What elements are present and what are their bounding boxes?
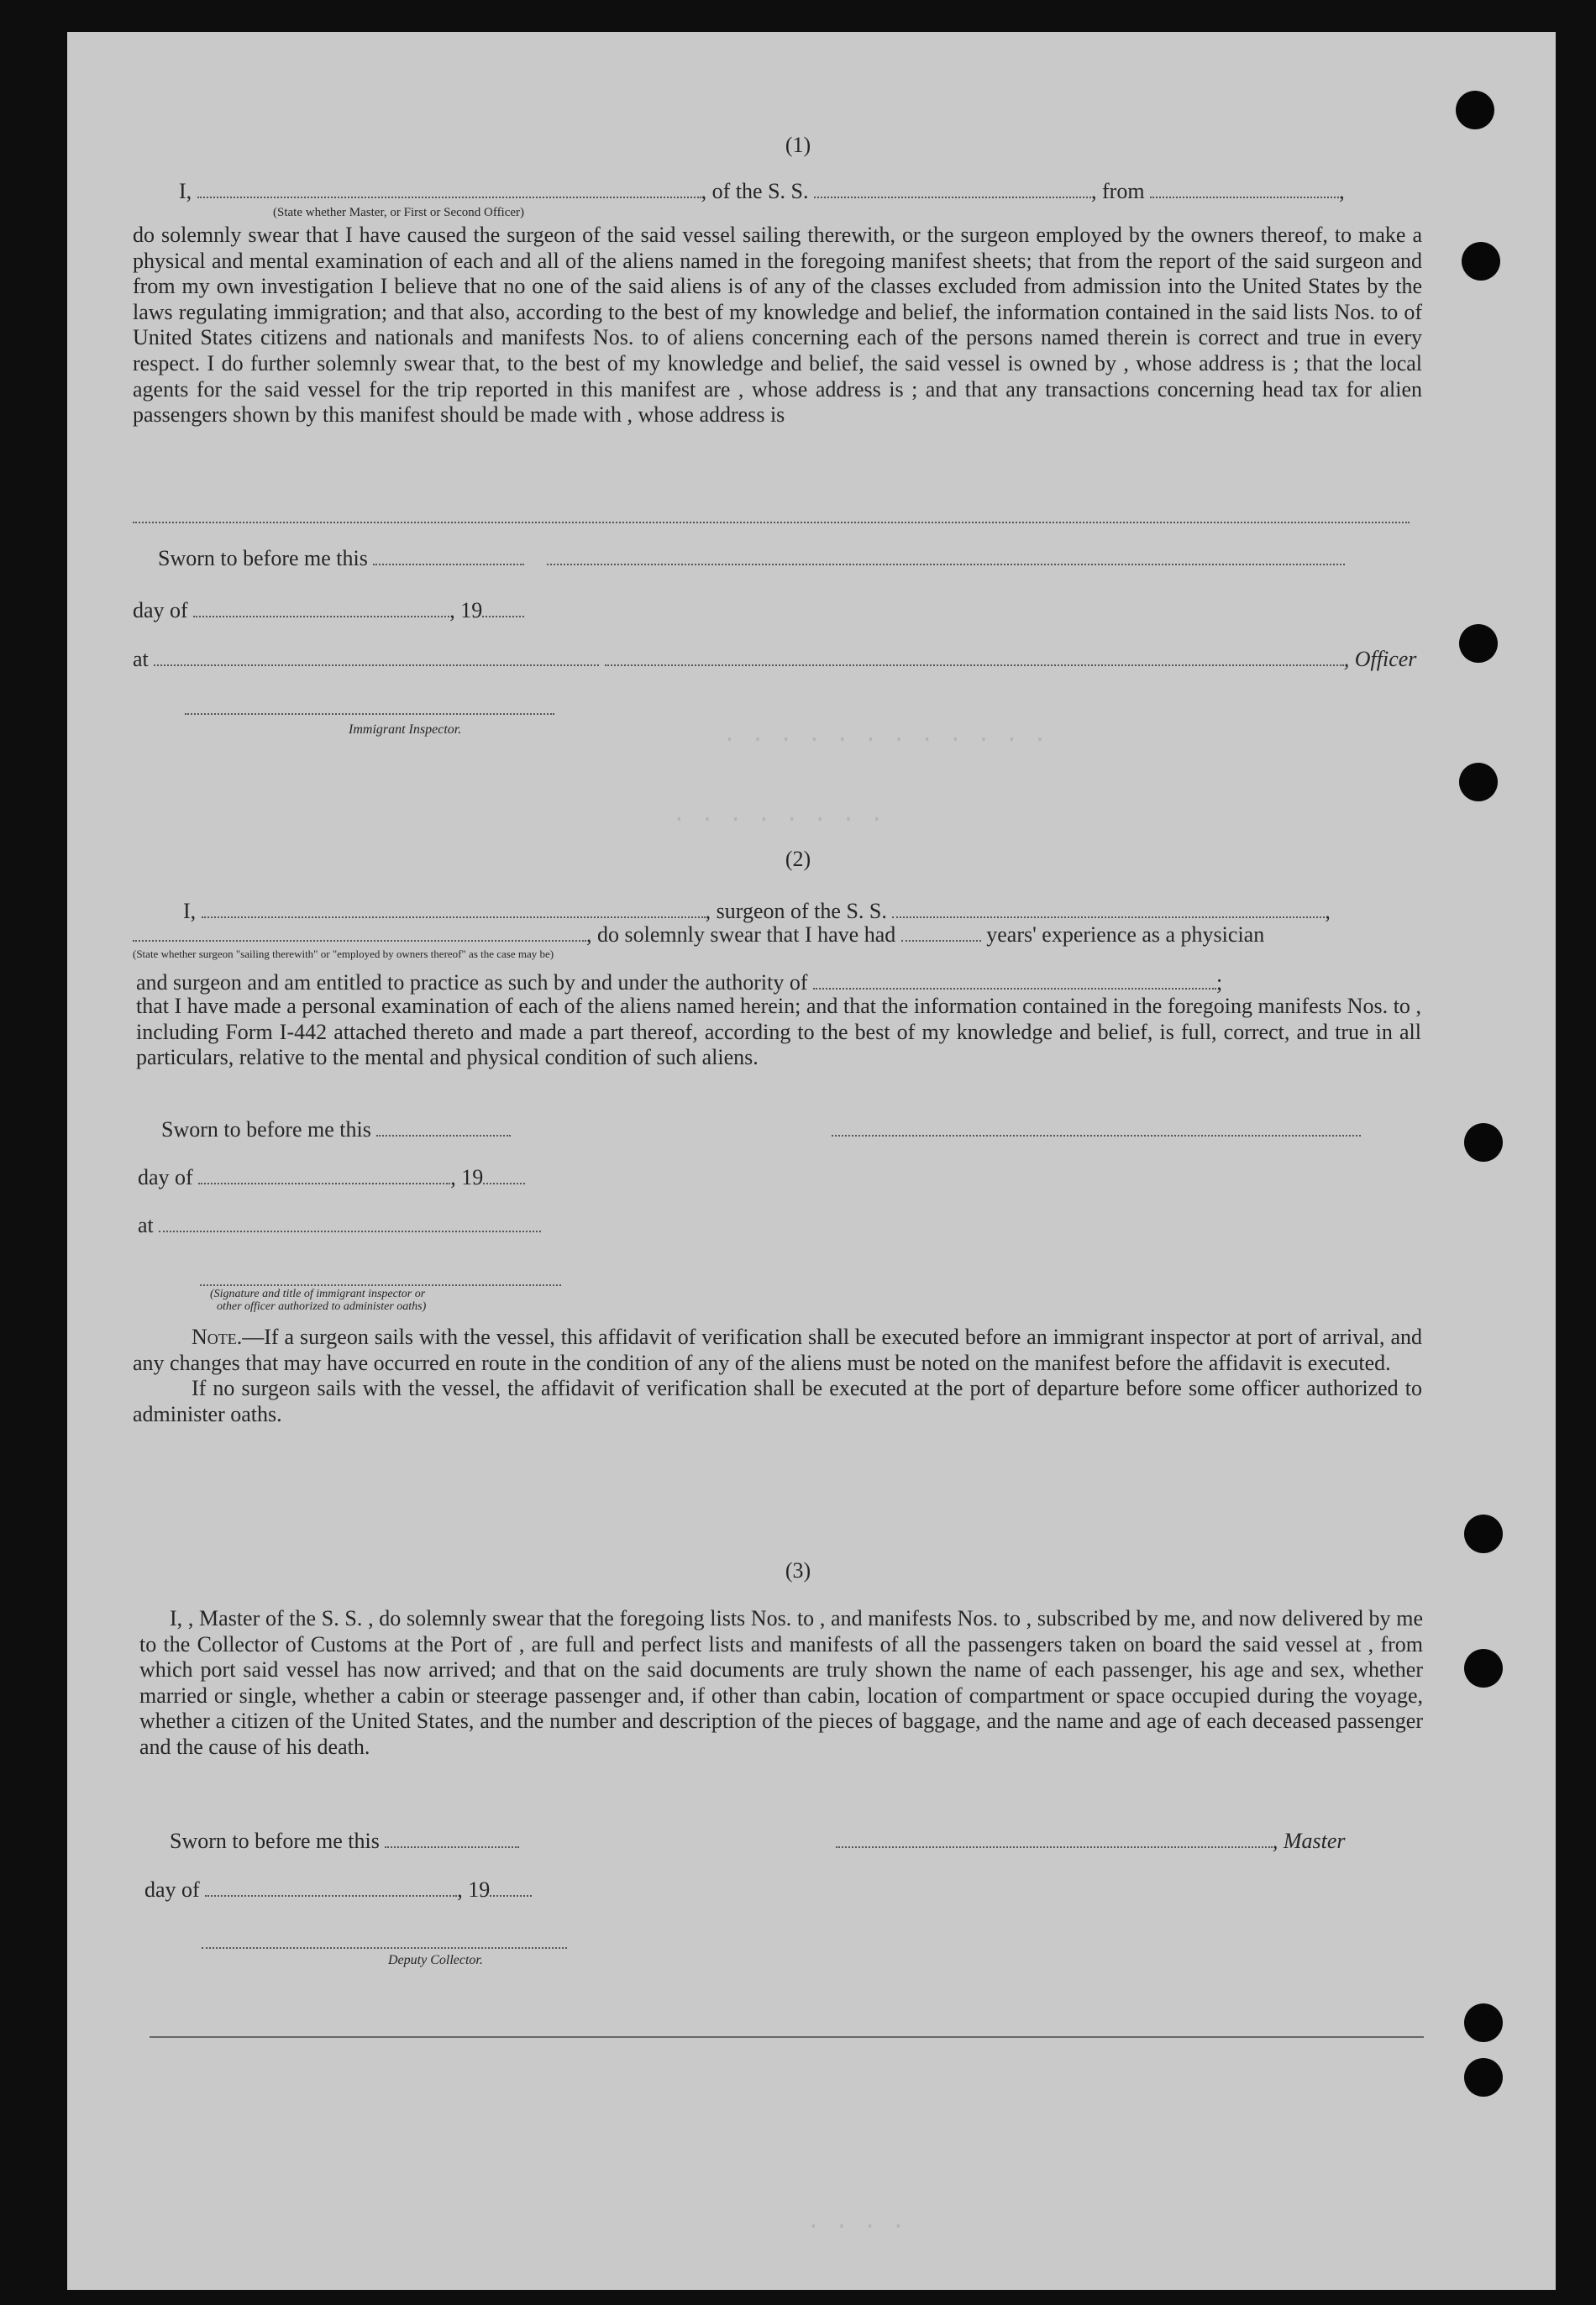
experience-label: years' experience as a physician: [986, 922, 1265, 947]
collector-signature-line[interactable]: [202, 1930, 567, 1955]
punch-hole: [1464, 1515, 1503, 1553]
note-text-2: If no surgeon sails with the vessel, the affidavit of verification shall be executed at the port of departure before some officer authorized to administer oaths.: [133, 1376, 1422, 1426]
section-2-sworn-line: [161, 1117, 1361, 1142]
punch-hole: [1459, 624, 1498, 663]
sworn-label: Sworn to before me this: [161, 1117, 371, 1142]
officer-caption: (State whether Master, or First or Second Officer): [273, 206, 525, 219]
section-1-oath: [133, 223, 1422, 428]
place-field[interactable]: [154, 648, 599, 666]
section-3-oath-text: I, , Master of the S. S. , do solemnly swear that the foregoing lists Nos. to , and manifests Nos. to , subscribed by me, and now delivered by me to the Collector of Customs at the Port of , are full and perfect lists and manifests of all the passengers taken on board the said vessel at , from which port said vessel has now arrived; and that on the said documents are truly shown the name of each passenger, his age and sex, whether married or single, whether a cabin or steerage passenger and, if other than cabin, location of compartment or space occupied during the voyage, whether a citizen of the United States, and the number and description of the pieces of baggage, and the name and age of each deceased passenger and the cause of his death.: [139, 1606, 1423, 1759]
ship-label: , of the S. S.: [701, 179, 809, 203]
punch-hole: [1459, 763, 1498, 801]
sworn-label: Sworn to before me this: [158, 546, 368, 570]
punch-hole: [1464, 2058, 1503, 2097]
inspector-caption: Immigrant Inspector.: [349, 722, 462, 737]
section-1-header-line: I, , of the S. S. , from ,: [179, 179, 1345, 203]
surgeon-name-field[interactable]: [202, 900, 706, 918]
section-3-day-line: [144, 1877, 532, 1903]
section-2-number: (2): [785, 847, 811, 871]
year-field[interactable]: [483, 1166, 525, 1184]
master-label: , Master: [1272, 1829, 1346, 1853]
section-3-sworn-line: [170, 1829, 1346, 1854]
sworn-day-field[interactable]: [385, 1830, 519, 1848]
year-label: , 19: [449, 598, 483, 622]
surgeon-type-field[interactable]: [133, 923, 586, 942]
master-signature-field[interactable]: [836, 1830, 1273, 1848]
section-1-sworn-line: [158, 546, 1345, 571]
month-field[interactable]: [198, 1166, 450, 1184]
at-label: at: [133, 647, 149, 671]
pronoun-label: I,: [183, 899, 197, 923]
section-1-day-line: [133, 598, 524, 623]
punch-hole: [1464, 1649, 1503, 1688]
section-2-authority-line: and surgeon and am entitled to practice as such by and under the authority of ;: [136, 970, 1223, 995]
officer-title-field[interactable]: [605, 648, 1344, 666]
officer-signature-field[interactable]: [547, 547, 1345, 565]
section-2-at-line: [138, 1213, 541, 1238]
section-2-day-line: [138, 1165, 525, 1190]
authority-label: and surgeon and am entitled to practice as such by and under the authority of: [136, 970, 808, 995]
surgeon-caption: (State whether surgeon "sailing therewith" or "employed by owners thereof" as the case may be): [133, 948, 554, 960]
departure-port-field[interactable]: [1150, 180, 1339, 198]
surgeon-ship-label: , surgeon of the S. S.: [705, 899, 887, 923]
day-of-label: day of: [138, 1165, 193, 1189]
year-label: , 19: [457, 1877, 491, 1902]
collector-caption: Deputy Collector.: [388, 1953, 483, 1967]
note-label: Note.: [192, 1325, 243, 1349]
officer-name-field[interactable]: [197, 180, 701, 198]
swear-label: , do solemnly swear that I have had: [586, 922, 896, 947]
punch-hole: [1464, 1123, 1503, 1162]
section-2-oath-text: that I have made a personal examination of each of the aliens named herein; and that the information contained in the foregoing manifests Nos. to , including Form I-442 attached thereto and made a part thereof, according to the best of my knowledge and belief, is full, correct, and true in all particulars, relative to the mental and physical condition of such aliens.: [136, 994, 1421, 1070]
signature-caption-1: (Signature and title of immigrant inspector or: [210, 1288, 426, 1300]
pronoun-label: I,: [179, 179, 192, 203]
surgeon-signature-field[interactable]: [832, 1118, 1361, 1137]
note-text: —If a surgeon sails with the vessel, this affidavit of verification shall be executed before an immigrant inspector at port of arrival, and any changes that may have occurred en route in the condition of any of the aliens must be noted on the manifest before the affidavit is executed.: [133, 1325, 1422, 1375]
at-label: at: [138, 1213, 154, 1237]
signature-caption-2: other officer authorized to administer oaths): [217, 1300, 427, 1313]
officer-label: , Officer: [1343, 647, 1417, 671]
section-3-number: (3): [785, 1558, 811, 1583]
from-label: , from: [1091, 179, 1145, 203]
month-field[interactable]: [205, 1878, 457, 1897]
punch-hole: [1462, 242, 1500, 281]
section-3-oath: [139, 1606, 1423, 1761]
section-2-line-1: I, , surgeon of the S. S. ,: [183, 899, 1331, 923]
year-field[interactable]: [490, 1878, 532, 1897]
bottom-rule: [150, 2036, 1424, 2038]
section-1-number: (1): [785, 133, 811, 157]
punch-hole: [1464, 2003, 1503, 2042]
inspector-signature-line[interactable]: [185, 696, 554, 721]
section-1-at-line: [133, 647, 1416, 672]
section-2-note: [133, 1325, 1422, 1427]
sworn-label: Sworn to before me this: [170, 1829, 380, 1853]
section-1-address-line[interactable]: [133, 504, 1410, 529]
month-field[interactable]: [193, 599, 449, 617]
authority-field[interactable]: [813, 971, 1216, 990]
place-field[interactable]: [159, 1214, 541, 1232]
year-field[interactable]: [482, 599, 524, 617]
section-2-oath: [136, 994, 1421, 1071]
section-1-oath-text: do solemnly swear that I have caused the surgeon of the said vessel sailing therewith, or the surgeon employed by the owners thereof, to make a physical and mental examination of each and all of the aliens named in the foregoing manifest sheets; that from the report of the said surgeon and from my own investigation I believe that no one of the said aliens is of any of the classes excluded from admission into the United States by the laws regulating immigration; and that also, according to the best of my knowledge and belief, the information contained in the said lists Nos. to of United States citizens and nationals and manifests Nos. to of aliens concerning each of the persons named therein is correct and true in every respect. I do further solemnly swear that, to the best of my knowledge and belief, the said vessel is owned by , whose address is ; that the local agents for the said vessel for the trip reported in this manifest are , whose address is ; and that any transactions concerning head tax for alien passengers shown by this manifest should be made with , whose address is: [133, 223, 1422, 428]
day-of-label: day of: [144, 1877, 200, 1902]
punch-hole: [1456, 91, 1494, 129]
surgeon-ship-field[interactable]: [892, 900, 1325, 918]
year-label: , 19: [450, 1165, 484, 1189]
years-field[interactable]: [901, 923, 981, 942]
section-2-line-2: [133, 922, 1264, 948]
day-of-label: day of: [133, 598, 188, 622]
sworn-day-field[interactable]: [373, 547, 524, 565]
ship-name-field[interactable]: [814, 180, 1091, 198]
sworn-day-field[interactable]: [376, 1118, 511, 1137]
